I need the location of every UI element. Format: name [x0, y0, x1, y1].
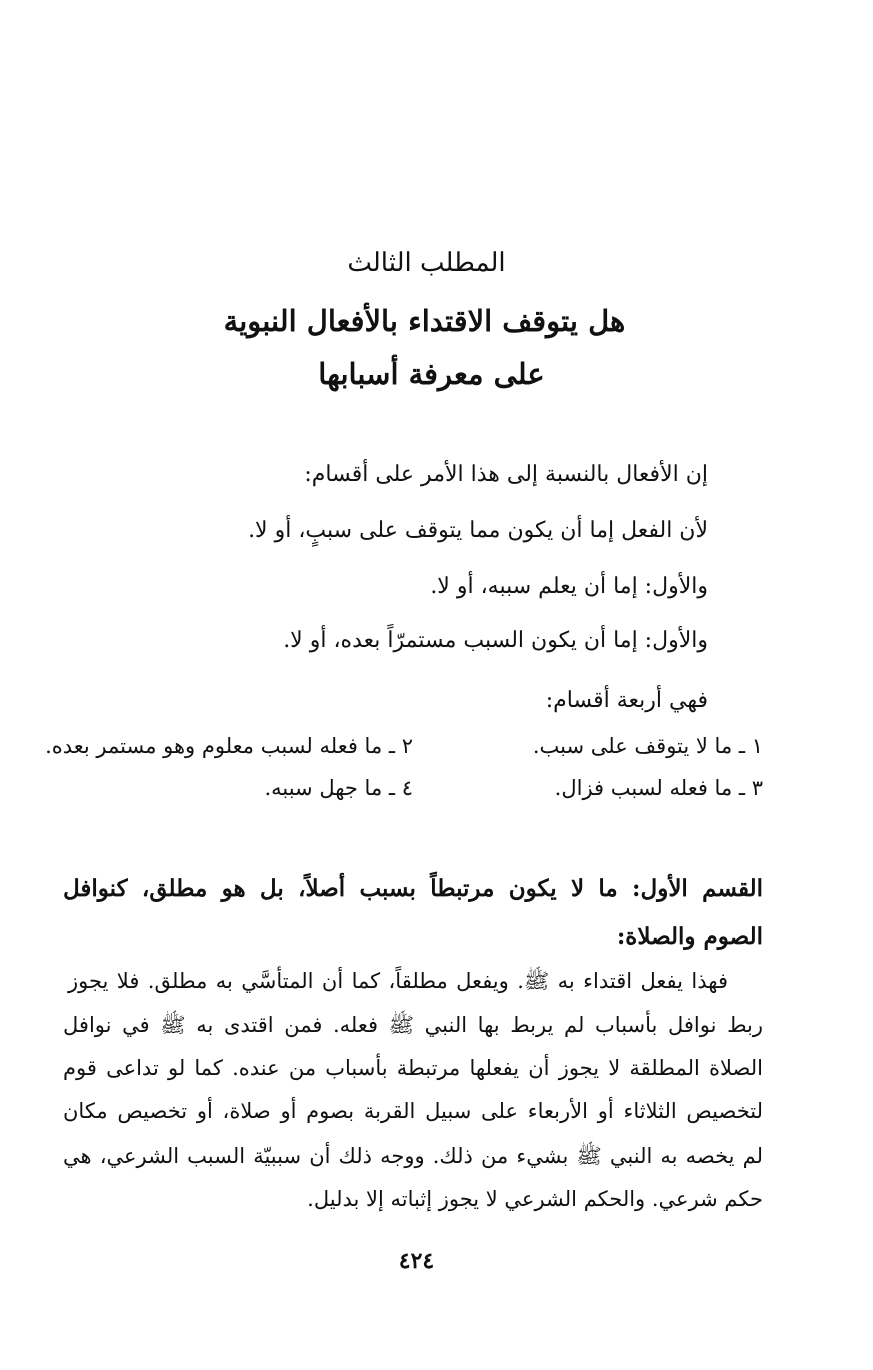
paragraph-line: لتخصيص الثلاثاء أو الأربعاء على سبيل القربة بصوم أو صلاة، أو تخصيص مكان: [63, 1099, 763, 1123]
section-heading-line: الصوم والصلاة:: [616, 923, 763, 950]
intro-line: إن الأفعال بالنسبة إلى هذا الأمر على أقسام:: [304, 462, 708, 487]
intro-line: والأول: إما أن يكون السبب مستمرّاً بعده، أو لا.: [283, 628, 708, 653]
section-heading-line: القسم الأول: ما لا يكون مرتبطاً بسبب أصلاً، بل هو مطلق، كنوافل: [63, 875, 763, 902]
paragraph-line: الصلاة المطلقة لا يجوز أن يفعلها مرتبطة بأسباب من عنده. كما لو تداعى قوم: [63, 1056, 763, 1080]
intro-line: والأول: إما أن يعلم سببه، أو لا.: [430, 574, 708, 599]
paragraph-line: ربط نوافل بأسباب لم يربط بها النبي ﷺ فعله. فمن اقتدى به ﷺ في نوافل: [63, 1013, 763, 1037]
section-label: المطلب الثالث: [347, 248, 506, 278]
paragraph-line: حكم شرعي. والحكم الشرعي لا يجوز إثباته إلا بدليل.: [307, 1187, 763, 1211]
page-subtitle: على معرفة أسبابها: [318, 357, 545, 391]
intro-line: فهي أربعة أقسام:: [545, 688, 708, 713]
category-item-3: ٣ ـ ما فعله لسبب فزال.: [554, 776, 763, 800]
paragraph-line: فهذا يفعل اقتداء به ﷺ. ويفعل مطلقاً، كما أن المتأسَّي به مطلق. فلا يجوز: [68, 969, 728, 993]
category-item-1: ١ ـ ما لا يتوقف على سبب.: [532, 734, 763, 758]
paragraph-line: لم يخصه به النبي ﷺ بشيء من ذلك. ووجه ذلك أن سببيّة السبب الشرعي، هي: [63, 1144, 763, 1168]
category-item-4: ٤ ـ ما جهل سببه.: [264, 776, 413, 800]
page-number: ٤٢٤: [398, 1248, 435, 1274]
intro-line: لأن الفعل إما أن يكون مما يتوقف على سببٍ، أو لا.: [248, 518, 708, 543]
page-title: هل يتوقف الاقتداء بالأفعال النبوية: [223, 304, 626, 338]
category-item-2: ٢ ـ ما فعله لسبب معلوم وهو مستمر بعده.: [45, 734, 413, 758]
